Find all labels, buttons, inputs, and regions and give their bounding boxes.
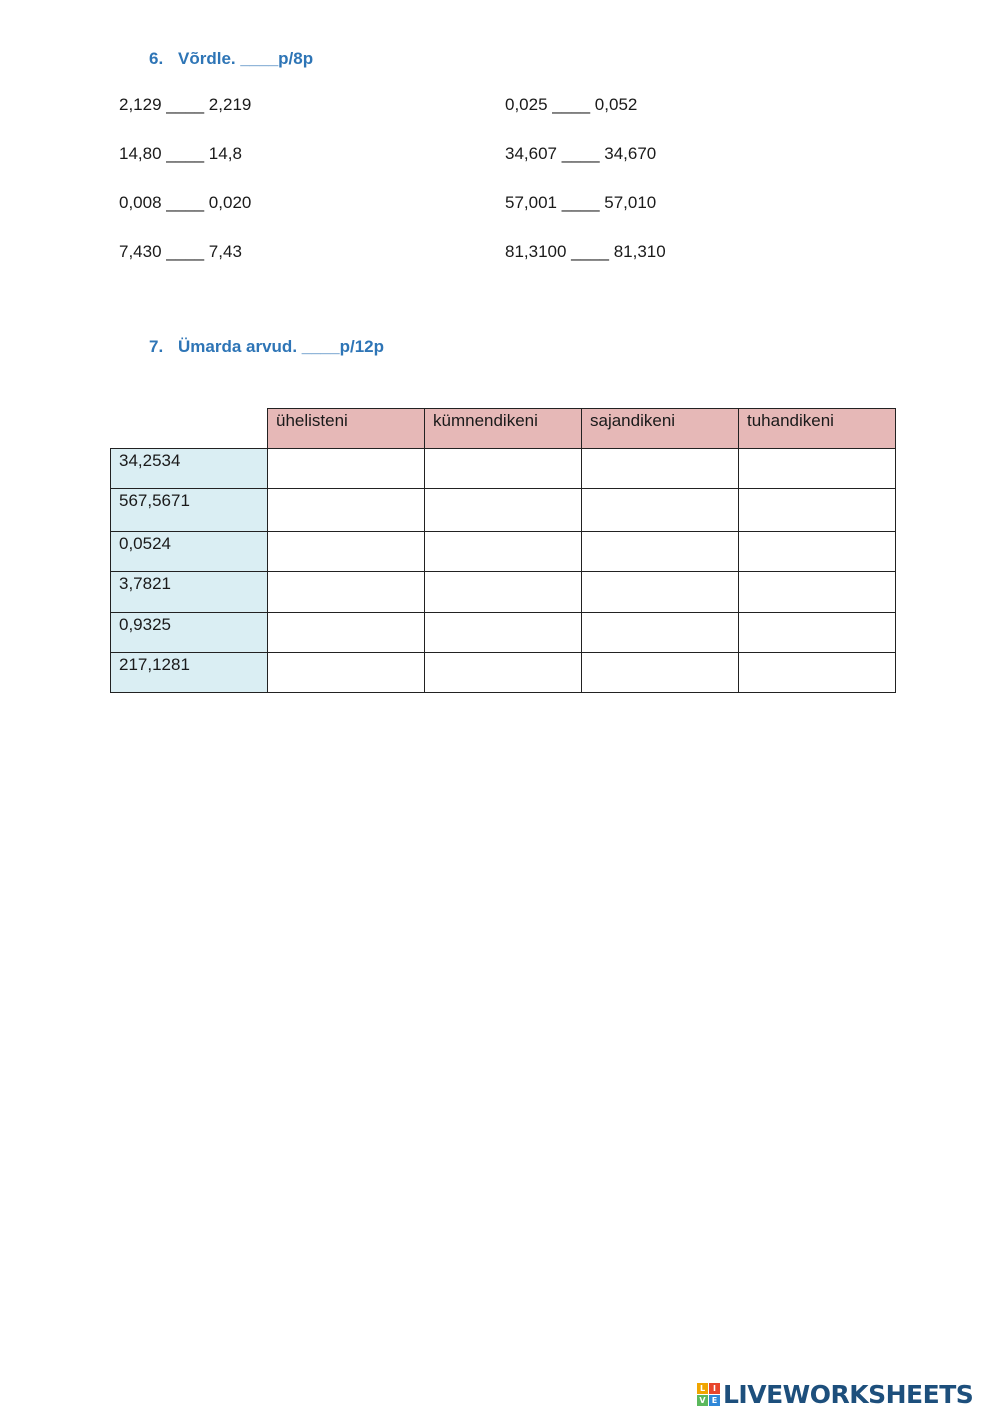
table-row — [111, 532, 896, 572]
section-7-title: Ümarda arvud. ____p/12p — [178, 337, 384, 356]
answer-cell[interactable] — [582, 489, 739, 532]
answer-cell[interactable] — [739, 449, 896, 489]
answer-cell[interactable] — [582, 449, 739, 489]
section-6-heading — [149, 49, 313, 69]
answer-cell[interactable] — [739, 489, 896, 532]
answer-cell[interactable] — [582, 653, 739, 693]
answer-cell[interactable] — [425, 613, 582, 653]
section-6-number: 6. — [149, 49, 164, 68]
answer-cell[interactable] — [425, 653, 582, 693]
compare-item-5: 0,025 ____ 0,052 — [505, 95, 638, 114]
table-row — [111, 653, 896, 693]
rounding-table — [110, 408, 896, 693]
logo-mark-i: I — [709, 1383, 720, 1394]
table-row — [111, 613, 896, 653]
answer-cell[interactable] — [739, 532, 896, 572]
column-header-tenths: kümnendikeni — [425, 409, 582, 449]
compare-item-2: 14,80 ____ 14,8 — [119, 144, 242, 163]
logo-text: LIVEWORKSHEETS — [723, 1379, 974, 1409]
column-header-ones: ühelisteni — [268, 409, 425, 449]
answer-cell[interactable] — [582, 613, 739, 653]
answer-cell[interactable] — [268, 489, 425, 532]
compare-item-6: 34,607 ____ 34,670 — [505, 144, 657, 163]
answer-cell[interactable] — [582, 532, 739, 572]
compare-item-8: 81,3100 ____ 81,310 — [505, 242, 666, 261]
answer-cell[interactable] — [268, 613, 425, 653]
answer-cell[interactable] — [425, 532, 582, 572]
row-label: 0,0524 — [111, 532, 268, 572]
column-header-hundredths: sajandikeni — [582, 409, 739, 449]
row-label: 0,9325 — [111, 613, 268, 653]
row-label: 217,1281 — [111, 653, 268, 693]
table-header-row — [111, 409, 896, 449]
compare-item-3: 0,008 ____ 0,020 — [119, 193, 252, 212]
section-7-heading — [149, 337, 384, 357]
logo-mark-icon — [697, 1383, 720, 1406]
compare-item-7: 57,001 ____ 57,010 — [505, 193, 657, 212]
row-label: 3,7821 — [111, 572, 268, 613]
compare-item-4: 7,430 ____ 7,43 — [119, 242, 242, 261]
row-label: 34,2534 — [111, 449, 268, 489]
answer-cell[interactable] — [425, 489, 582, 532]
answer-cell[interactable] — [268, 449, 425, 489]
table-corner — [111, 409, 268, 449]
table-row — [111, 489, 896, 532]
compare-item-1: 2,129 ____ 2,219 — [119, 95, 252, 114]
answer-cell[interactable] — [739, 613, 896, 653]
logo-mark-v: V — [697, 1395, 708, 1406]
logo-mark-e: E — [709, 1395, 720, 1406]
answer-cell[interactable] — [739, 572, 896, 613]
answer-cell[interactable] — [739, 653, 896, 693]
answer-cell[interactable] — [268, 532, 425, 572]
section-6-title: Võrdle. ____p/8p — [178, 49, 314, 68]
column-header-thousandths: tuhandikeni — [739, 409, 896, 449]
answer-cell[interactable] — [268, 572, 425, 613]
answer-cell[interactable] — [425, 572, 582, 613]
table-row — [111, 572, 896, 613]
answer-cell[interactable] — [425, 449, 582, 489]
answer-cell[interactable] — [268, 653, 425, 693]
row-label: 567,5671 — [111, 489, 268, 532]
section-7-number: 7. — [149, 337, 164, 356]
table-row — [111, 449, 896, 489]
answer-cell[interactable] — [582, 572, 739, 613]
logo-mark-l: L — [697, 1383, 708, 1394]
liveworksheets-logo — [697, 1379, 973, 1409]
